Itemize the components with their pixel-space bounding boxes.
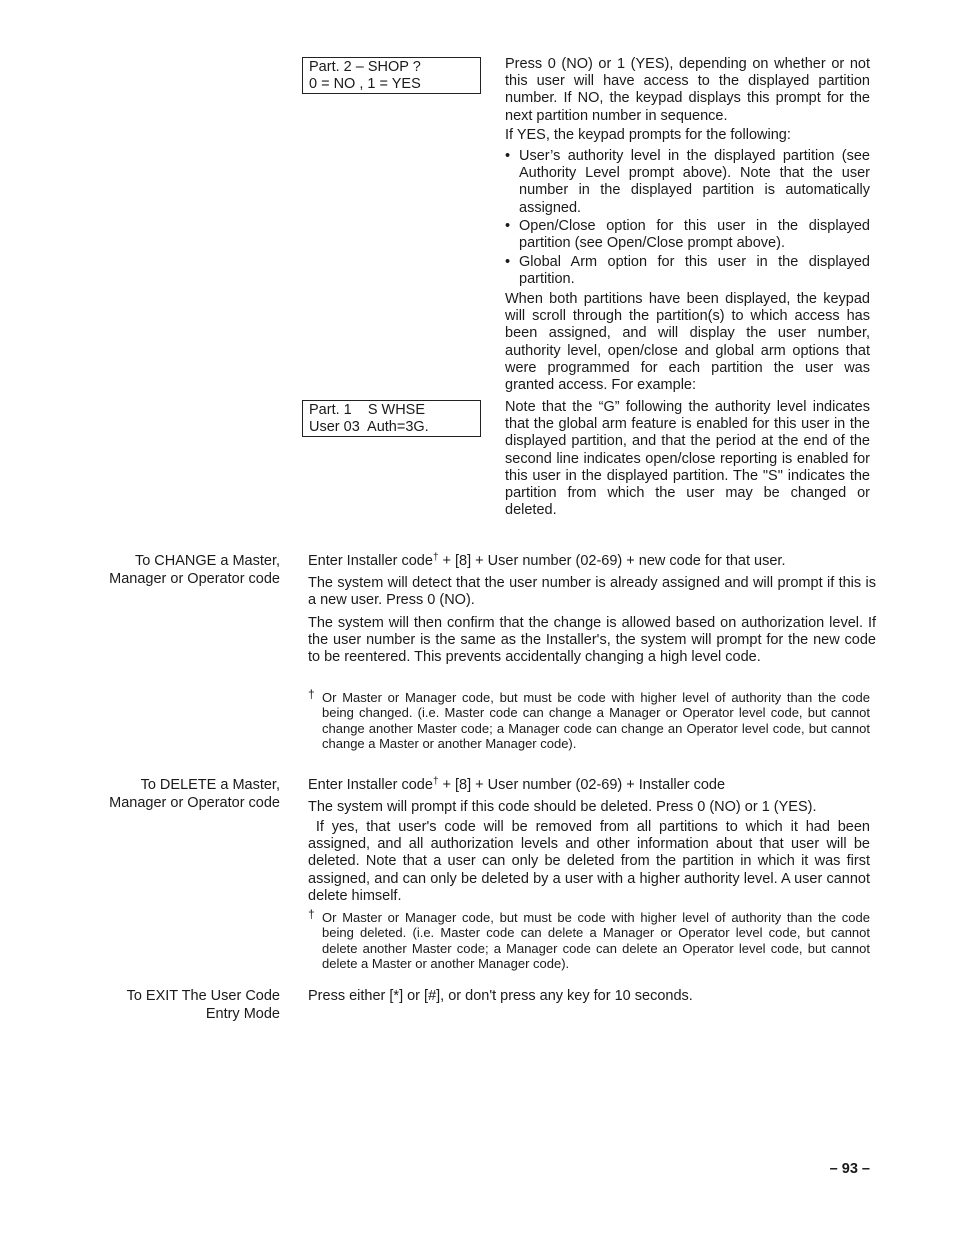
- label-line: Manager or Operator code: [109, 794, 280, 811]
- footnote-text: Or Master or Manager code, but must be code with higher level of authority than the code being changed. (i.e. Master code can change a Manager or Operator level code, but cannot change another Master code; a Manager code can change an Operator level code, but cannot change a Master or another Manager code).: [322, 690, 870, 751]
- lcd-line-1: Part. 1 S WHSE: [309, 402, 426, 418]
- lcd-example-display: [302, 400, 481, 437]
- lcd-line-1: Part. 2 – SHOP ?: [309, 59, 421, 75]
- change-para-1: The system will detect that the user number is already assigned and will prompt if this is a new user. Press 0 (NO).: [308, 575, 876, 609]
- label-line: To DELETE a Master,: [140, 777, 280, 793]
- label-line: Manager or Operator code: [109, 570, 280, 587]
- exit-label: [40, 988, 280, 1023]
- partition-if-yes: If YES, the keypad prompts for the following:: [505, 127, 791, 143]
- bullet-text: Global Arm option for this user in the displayed partition.: [519, 254, 870, 288]
- change-label: [40, 553, 280, 588]
- bullet-symbol: •: [505, 218, 511, 234]
- bullet-text: User’s authority level in the displayed partition (see Authority Level prompt above). Note that the user number in the displayed partition is automatically assigned.: [519, 148, 870, 216]
- change-command: [308, 553, 876, 570]
- bullet-symbol: •: [505, 148, 511, 164]
- command-text: Enter Installer code: [308, 777, 433, 793]
- delete-label: [40, 777, 280, 812]
- partition-intro: Press 0 (NO) or 1 (YES), depending on whether or not this user will have access to the displayed partition number. If NO, the keypad displays this prompt for the next partition number in sequence.: [505, 56, 870, 124]
- lcd-line-2: User 03 Auth=3G.: [309, 419, 429, 435]
- dagger-mark: †: [432, 776, 439, 787]
- page-number: – 93 –: [829, 1161, 870, 1177]
- command-text: + [8] + User number (02-69) + new code for that user.: [438, 553, 786, 569]
- scroll-description: When both partitions have been displayed, the keypad will scroll through the partition(s) to which access has been assigned, and will display the user number, authority level, open/close and global arm options that were programmed for each partition the user was granted access. For example:: [505, 291, 870, 394]
- dagger-mark: †: [308, 687, 315, 701]
- delete-para-1: The system will prompt if this code should be deleted. Press 0 (NO) or 1 (YES).: [308, 799, 817, 815]
- bullet-text: Open/Close option for this user in the displayed partition (see Open/Close prompt above).: [519, 218, 870, 252]
- delete-para-2: If yes, that user's code will be removed from all partitions to which it had been assigned, and all authorization levels and other information about that user will be deleted. Note that a user can only be deleted from the partition in which it was first assigned, and can only be deleted by a user with a higher authority level. A user cannot delete himself.: [308, 819, 875, 904]
- delete-command: [308, 777, 876, 794]
- label-line: To CHANGE a Master,: [134, 553, 280, 569]
- label-line: To EXIT The User Code: [126, 988, 280, 1004]
- dagger-mark: †: [432, 552, 439, 563]
- exit-text: Press either [*] or [#], or don't press any key for 10 seconds.: [308, 988, 693, 1004]
- bullet-symbol: •: [505, 254, 511, 270]
- command-text: Enter Installer code: [308, 553, 433, 569]
- dagger-mark: †: [308, 907, 315, 921]
- example-note: Note that the “G” following the authority level indicates that the global arm feature is enabled for this user in the displayed partition, and that the period at the end of the second line indicates open/close reporting is enabled for this user in the displayed partition. The "S" indicates the partition from which the user may be changed or deleted.: [505, 399, 870, 519]
- change-para-2: The system will then confirm that the change is allowed based on authorization level. If the user number is the same as the Installer's, the system will prompt for the new code to be reentered. This prevents accidentally changing a high level code.: [308, 615, 876, 666]
- command-text: + [8] + User number (02-69) + Installer code: [438, 777, 726, 793]
- label-line: Entry Mode: [205, 1005, 280, 1022]
- footnote-text: Or Master or Manager code, but must be code with higher level of authority than the code being deleted. (i.e. Master code can delete a Manager or Operator level code, but cannot delete another Master code; a Manager code can delete an Operator level code, but cannot delete a Master or another Manager code).: [322, 910, 870, 971]
- lcd-partition-prompt: [302, 57, 481, 94]
- lcd-line-2: 0 = NO , 1 = YES: [309, 76, 421, 92]
